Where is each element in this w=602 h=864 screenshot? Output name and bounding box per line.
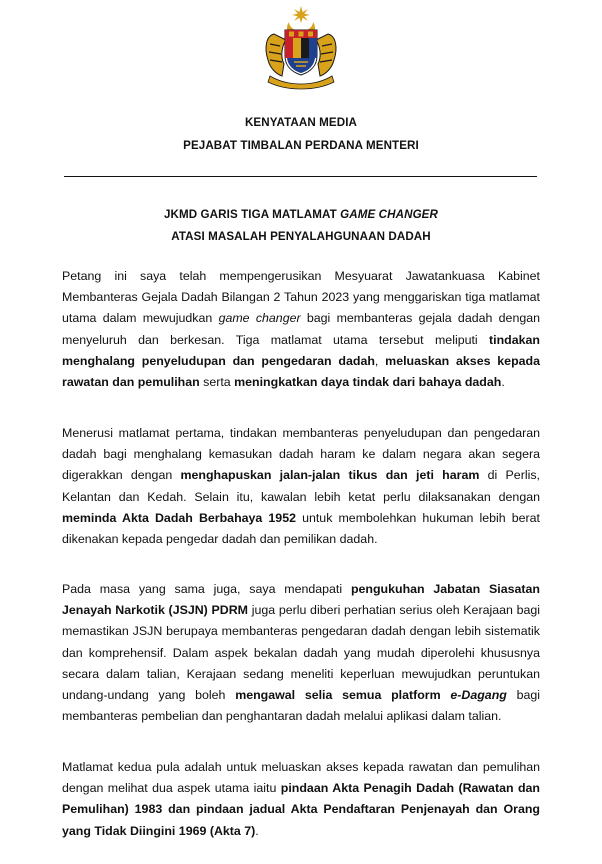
paragraph-4-run: pindaan Akta Penagih Dadah (Rawatan dan Pemulihan) 1983 dan pindaan jadual Akta Pendaftaran Penjenayah dan Orang yang Tidak Diingini 1969 (Akta 7) (62, 781, 540, 838)
paragraph-2-run: Menerusi matlamat pertama, tindakan membanteras penyeludupan dan pengedaran dadah bagi menghalang kemasukan dadah haram ke dalam negara akan segera digerakkan dengan (62, 426, 540, 483)
paragraph-1-run: serta (199, 375, 235, 390)
paragraph-1-run: game changer (218, 311, 301, 326)
paragraph-3-run: e-Dagang (450, 688, 507, 703)
paragraph-3-run: bagi membanteras pembelian dan penghantaran dadah melalui aplikasi dalam talian. (62, 688, 540, 724)
paragraph-1-run: bagi membanteras gejala dadah dengan menyeluruh dan berkesan. Tiga matlamat utama tersebut meliputi (62, 311, 541, 347)
paragraph-1 (62, 266, 540, 393)
paragraph-1-run: meluaskan akses kepada rawatan dan pemulihan (62, 353, 540, 390)
paragraph-3-run: mengawal selia semua platform (235, 688, 451, 703)
malaysia-coat-of-arms-icon (256, 4, 346, 90)
press-title-line-2: ATASI MASALAH PENYALAHGUNAAN DADAH (171, 230, 431, 243)
header-office-name: PEJABAT TIMBALAN PERDANA MENTERI (183, 139, 419, 152)
paragraph-2 (62, 423, 540, 550)
paragraph-1-run: . (501, 375, 505, 390)
press-title-line-1 (0, 208, 602, 221)
paragraph-4 (62, 757, 540, 842)
paragraph-2-run: menghapuskan jalan-jalan tikus dan jeti haram (180, 468, 480, 483)
paragraph-4-run: Matlamat kedua pula adalah untuk meluaskan akses kepada rawatan dan pemulihan dengan melihat dua aspek utama iaitu (62, 760, 540, 796)
paragraph-3-run: pengukuhan Jabatan Siasatan Jenayah Narkotik (JSJN) PDRM (62, 582, 540, 618)
header-kenyataan-media: KENYATAAN MEDIA (244, 116, 358, 129)
paragraph-3-run: juga perlu diberi perhatian serius oleh Kerajaan bagi memastikan JSJN berupaya membanteras pengedaran dadah dengan lebih sistematik dan komprehensif. Dalam aspek bekalan dadah yang mudah diperolehi khususnya secara dalam talian, Kerajaan sedang meneliti keperluan mewujudkan peruntukan undang-undang yang boleh (62, 603, 541, 703)
press-title-prefix: JKMD GARIS TIGA MATLAMAT (163, 208, 341, 221)
paragraph-2-run: untuk membolehkan hukuman lebih berat dikenakan kepada pengedar dadah dan pemilikan dadah. (62, 510, 541, 547)
paragraph-1-run: meningkatkan daya tindak dari bahaya dadah (234, 375, 502, 390)
paragraph-4-run: . (255, 823, 259, 838)
paragraph-2-run: di Perlis, Kelantan dan Kedah. Selain itu, kawalan lebih ketat perlu dilaksanakan dengan (62, 468, 540, 504)
paragraph-1-run: , (374, 353, 386, 368)
paragraph-2-run: meminda Akta Dadah Berbahaya 1952 (62, 510, 296, 525)
header-divider (64, 176, 537, 177)
paragraph-1-run: Petang ini saya telah mempengerusikan Mesyuarat Jawatankuasa Kabinet Membanteras Gejala Dadah Bilangan 2 Tahun 2023 yang menggariskan tiga matlamat utama dalam mewujudkan (62, 269, 540, 326)
paragraph-3-run: Pada masa yang sama juga, saya mendapati (62, 582, 351, 596)
paragraph-3 (62, 579, 540, 727)
press-title-italic: GAME CHANGER (340, 208, 438, 221)
paragraph-1-run: tindakan menghalang penyeludupan dan pengedaran dadah (62, 332, 540, 368)
